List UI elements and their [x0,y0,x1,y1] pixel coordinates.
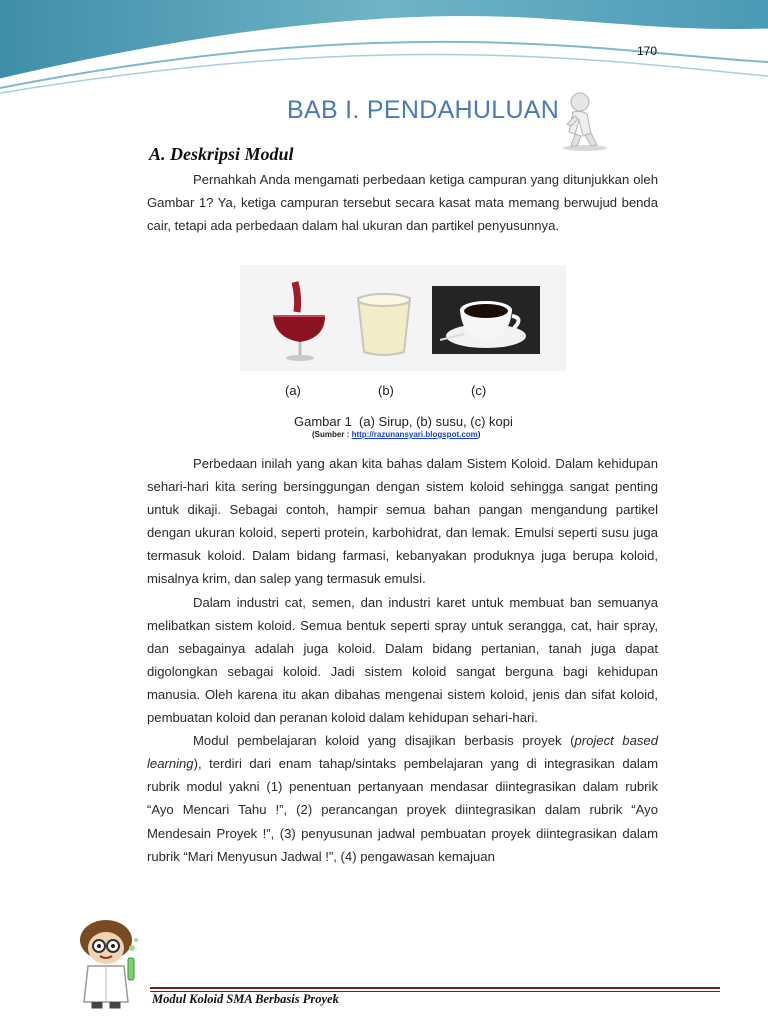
milk-glass-icon [352,290,416,360]
paragraph-3: Dalam industri cat, semen, dan industri karet untuk membuat ban semuanya melibatkan sistem koloid. Semua bentuk seperti spray untuk serangga, cat, hair spray, dan sebagainya adalah juga koloid. Dalam bidang pertanian, tanah juga dapat digolongkan sebagai koloid. Jadi sistem koloid sangat berguna bagi kehidupan manusia. Oleh karena itu akan dibahas mengenai sistem koloid, jenis dan sifat koloid, pembuatan koloid dan peranan koloid dalam kehidupan sehari-hari. [147,594,658,726]
footer-rule [150,987,720,989]
intro-text: Pernahkah Anda mengamati perbedaan ketiga campuran yang ditunjukkan oleh Gambar 1? Ya, ketiga campuran tersebut secara kasat mata memang berwujud benda cair, tetapi ada perbedaan dalam hal ukuran dan partikel penyusunnya. [147,172,658,234]
wine-glass-icon [265,280,335,362]
thinking-figure-icon [545,90,620,152]
figure-source [312,430,480,439]
figure-image [240,265,566,371]
p4-before: Modul pembelajaran koloid yang disajikan berbasis proyek ( [193,733,575,749]
scientist-mascot-icon [70,918,150,1010]
page-number: 170 [637,44,658,58]
coffee-cup-icon [432,286,540,354]
figure-label-b: (b) [378,383,394,398]
section-heading: A. Deskripsi Modul [149,144,294,164]
source-prefix: (Sumber : [312,430,352,439]
source-suffix: ) [477,430,481,439]
source-link[interactable]: http://razunansyari.blogspot.com [351,430,478,439]
paragraph-2: Perbedaan inilah yang akan kita bahas dalam Sistem Koloid. Dalam kehidupan sehari-hari kita sering bersinggungan dengan sistem koloid sehingga sangat penting untuk dikaji. Sebagai contoh, hampir semua bahan pangan mengandung partikel dengan ukuran koloid, seperti protein, karbohidrat, dan lemak. Emulsi seperti susu juga termasuk koloid. Dalam bidang farmasi, kebanyakan produknya juga berupa koloid, misalnya krim, dan salep yang termasuk emulsi. [147,456,658,587]
chapter-title: BAB I. PENDAHULUAN [287,96,560,124]
figure-caption: Gambar 1 (a) Sirup, (b) susu, (c) kopi [294,414,513,429]
body-paragraphs [147,452,658,868]
figure-label-a: (a) [285,383,301,398]
intro-paragraph [147,168,658,237]
p4-after: ), terdiri dari enam tahap/sintaks pembelajaran yang di integrasikan dalam rubrik modul yakni (1) penentuan pertanyaan mendasar diintegrasikan dalam rubrik “Ayo Mencari Tahu !”, (2) perancangan proyek diintegrasikan dalam rubrik “Ayo Mendesain Proyek !”, (3) penyusunan jadwal pembuatan proyek diintegrasikan dalam rubrik “Mari Menyusun Jadwal !”, (4) pengawasan kemajuan [147,756,658,864]
figure-label-c: (c) [471,383,487,398]
paragraph-4 [147,729,658,868]
footer-title: Modul Koloid SMA Berbasis Proyek [152,992,339,1006]
p4-italic: project based learning [147,733,658,772]
